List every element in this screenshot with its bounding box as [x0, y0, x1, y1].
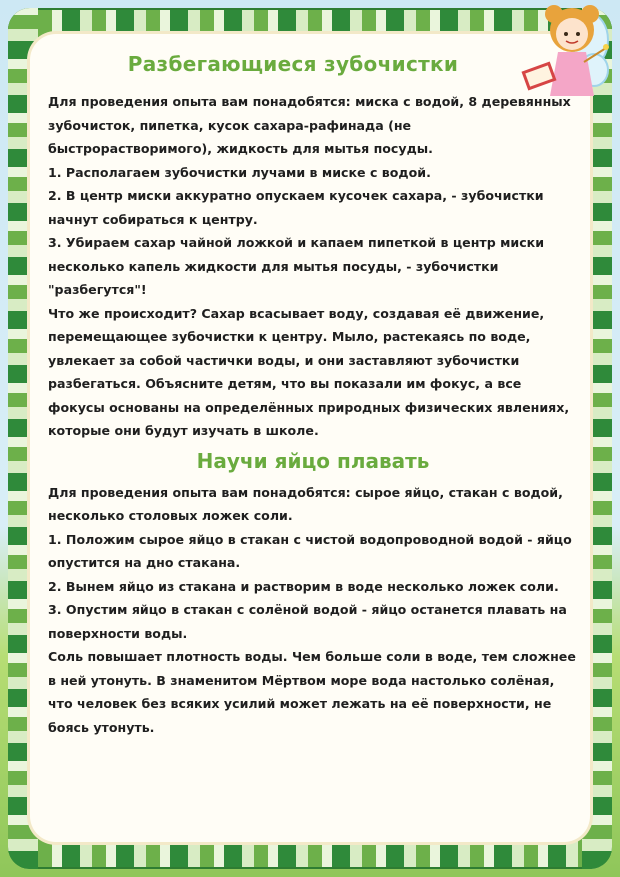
paragraph: 1. Располагаем зубочистки лучами в миске с водой.	[48, 164, 431, 180]
paragraph: Соль повышает плотность воды. Чем больше соли в воде, тем сложнее в ней утонуть. В знаменитом Мёртвом море вода настолько солёная, что человек без всяких усилий может лежать на её поверхности, не боясь утонуть.	[48, 649, 576, 735]
paragraph: Для проведения опыта вам понадобятся: миска с водой, 8 деревянных зубочисток, пипетка, кусок сахара-рафинада (не быстрорастворимого), жидкость для мытья посуды.	[48, 94, 571, 156]
article	[48, 52, 578, 739]
section-title-toothpicks: Разбегающиеся зубочистки	[127, 52, 459, 76]
paragraph: 2. В центр миски аккуратно опускаем кусочек сахара, - зубочистки начнут собираться к центру.	[48, 188, 544, 227]
paragraph: 3. Опустим яйцо в стакан с солёной водой - яйцо останется плавать на поверхности воды.	[48, 602, 567, 641]
paragraph: 1. Положим сырое яйцо в стакан с чистой водопроводной водой - яйцо опустится на дно стакана.	[48, 531, 572, 570]
paragraph: Для проведения опыта вам понадобятся: сырое яйцо, стакан с водой, несколько столовых ложек соли.	[48, 484, 563, 523]
paragraph: 2. Вынем яйцо из стакана и растворим в воде несколько ложек соли.	[48, 578, 559, 594]
paragraph: Что же происходит? Сахар всасывает воду, создавая её движение, перемещающее зубочистки к центру. Мыло, растекаясь по воде, увлекает за собой частички воды, и они заставляют зубочистки разбегаться. Объясните детям, что вы показали им фокус, а все фокусы основаны на определённых природных физических явлениях, которые они будут изучать в школе.	[48, 305, 570, 438]
paragraph: 3. Убираем сахар чайной ложкой и капаем пипеткой в центр миски несколько капель жидкости для мытья посуды, - зубочистки "разбегутся"!	[48, 235, 545, 297]
section-title-egg: Научи яйцо плавать	[196, 448, 430, 473]
